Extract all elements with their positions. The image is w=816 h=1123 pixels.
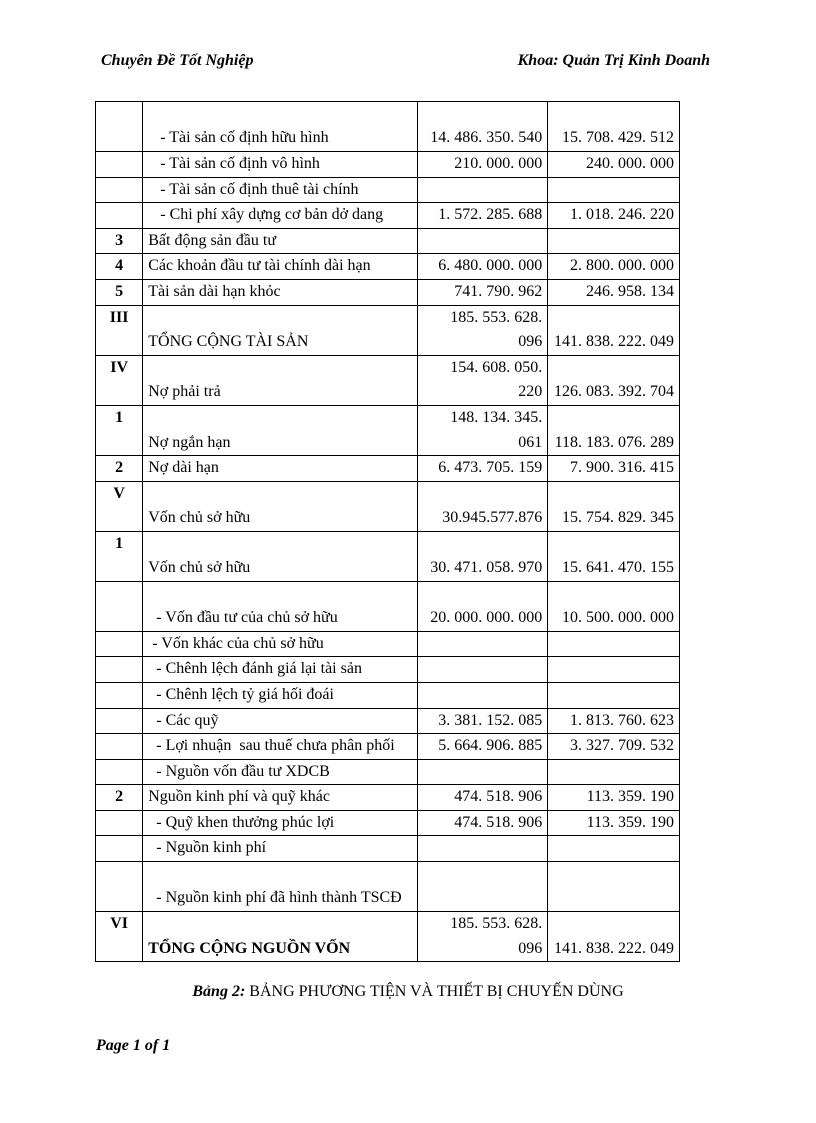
row-value-current xyxy=(417,657,548,683)
row-number: 5 xyxy=(96,279,143,305)
row-number: IV xyxy=(96,355,143,405)
table-row xyxy=(96,203,680,229)
row-item-name: Vốn chủ sở hữu xyxy=(143,531,417,581)
row-value-current: 474. 518. 906 xyxy=(417,785,548,811)
row-value-current: 3. 381. 152. 085 xyxy=(417,708,548,734)
row-value-previous xyxy=(548,657,680,683)
row-number: VI xyxy=(96,912,143,962)
row-value-previous xyxy=(548,836,680,862)
row-value-current: 148. 134. 345. 061 xyxy=(417,405,548,455)
row-item-name: - Tài sản cố định thuê tài chính xyxy=(143,177,417,203)
row-value-previous: 3. 327. 709. 532 xyxy=(548,734,680,760)
row-item-name: Tài sản dài hạn khỏc xyxy=(143,279,417,305)
table-row xyxy=(96,708,680,734)
table-row xyxy=(96,177,680,203)
row-value-current xyxy=(417,631,548,657)
row-item-name: Nợ phải trả xyxy=(143,355,417,405)
table-row xyxy=(96,836,680,862)
table-row xyxy=(96,734,680,760)
table-row xyxy=(96,254,680,280)
row-value-previous: 141. 838. 222. 049 xyxy=(548,912,680,962)
row-item-name: - Các quỹ xyxy=(143,708,417,734)
row-value-current xyxy=(417,177,548,203)
table-row xyxy=(96,912,680,962)
row-value-current: 185. 553. 628. 096 xyxy=(417,305,548,355)
row-value-previous xyxy=(548,759,680,785)
row-item-name: - Nguồn kinh phí xyxy=(143,836,417,862)
row-number: V xyxy=(96,481,143,531)
row-value-current: 30. 471. 058. 970 xyxy=(417,531,548,581)
row-value-current: 5. 664. 906. 885 xyxy=(417,734,548,760)
row-value-previous: 113. 359. 190 xyxy=(548,785,680,811)
row-value-previous xyxy=(548,682,680,708)
row-number: 2 xyxy=(96,456,143,482)
row-number: 1 xyxy=(96,405,143,455)
row-number xyxy=(96,708,143,734)
row-item-name: - Lợi nhuận sau thuế chưa phân phối xyxy=(143,734,417,760)
row-number xyxy=(96,810,143,836)
row-item-name: Nợ dài hạn xyxy=(143,456,417,482)
row-value-current: 474. 518. 906 xyxy=(417,810,548,836)
row-value-previous xyxy=(548,228,680,254)
row-item-name: - Chi phí xây dựng cơ bản dở dang xyxy=(143,203,417,229)
table-row xyxy=(96,405,680,455)
row-item-name: - Chênh lệch đánh giá lại tài sản xyxy=(143,657,417,683)
row-item-name: - Tài sản cố định vô hình xyxy=(143,152,417,178)
row-value-previous: 2. 800. 000. 000 xyxy=(548,254,680,280)
row-value-previous: 15. 641. 470. 155 xyxy=(548,531,680,581)
table-row xyxy=(96,862,680,912)
row-value-previous xyxy=(548,631,680,657)
row-value-current: 6. 473. 705. 159 xyxy=(417,456,548,482)
row-value-previous: 1. 018. 246. 220 xyxy=(548,203,680,229)
caption-label: Bảng 2: xyxy=(192,983,246,1000)
row-value-previous: 1. 813. 760. 623 xyxy=(548,708,680,734)
row-item-name: TỔNG CỘNG TÀI SẢN xyxy=(143,305,417,355)
row-item-name: - Nguồn kinh phí đã hình thành TSCĐ xyxy=(143,862,417,912)
row-value-previous: 113. 359. 190 xyxy=(548,810,680,836)
row-number: 2 xyxy=(96,785,143,811)
row-item-name: Nguồn kinh phí và quỹ khác xyxy=(143,785,417,811)
row-number xyxy=(96,152,143,178)
row-item-name: - Tài sản cố định hữu hình xyxy=(143,102,417,152)
row-value-previous: 240. 000. 000 xyxy=(548,152,680,178)
table-row xyxy=(96,657,680,683)
row-value-current xyxy=(417,836,548,862)
row-item-name: Bất động sản đầu tư xyxy=(143,228,417,254)
row-value-current: 6. 480. 000. 000 xyxy=(417,254,548,280)
table-caption xyxy=(0,983,816,1001)
row-value-current: 185. 553. 628. 096 xyxy=(417,912,548,962)
row-number: 3 xyxy=(96,228,143,254)
row-number xyxy=(96,102,143,152)
row-value-current xyxy=(417,862,548,912)
row-item-name: TỔNG CỘNG NGUỒN VỐN xyxy=(143,912,417,962)
row-number: 1 xyxy=(96,531,143,581)
row-value-previous: 141. 838. 222. 049 xyxy=(548,305,680,355)
row-number xyxy=(96,203,143,229)
row-number xyxy=(96,631,143,657)
table-row xyxy=(96,785,680,811)
row-item-name: Các khoản đầu tư tài chính dài hạn xyxy=(143,254,417,280)
table-row xyxy=(96,456,680,482)
row-number: III xyxy=(96,305,143,355)
page-footer: Page 1 of 1 xyxy=(96,1037,171,1054)
header-right: Khoa: Quản Trị Kinh Doanh xyxy=(517,52,710,69)
row-item-name: - Chênh lệch tỷ giá hối đoái xyxy=(143,682,417,708)
row-number xyxy=(96,682,143,708)
table-row xyxy=(96,228,680,254)
row-value-current: 154. 608. 050. 220 xyxy=(417,355,548,405)
row-value-current: 30.945.577.876 xyxy=(417,481,548,531)
row-value-previous: 10. 500. 000. 000 xyxy=(548,581,680,631)
row-item-name: Vốn chủ sở hữu xyxy=(143,481,417,531)
row-value-current xyxy=(417,228,548,254)
header-left: Chuyên Đề Tốt Nghiệp xyxy=(101,52,254,69)
row-number xyxy=(96,759,143,785)
table-row xyxy=(96,759,680,785)
row-number xyxy=(96,734,143,760)
row-value-previous xyxy=(548,862,680,912)
row-number xyxy=(96,581,143,631)
row-item-name: - Vốn khác của chủ sở hữu xyxy=(143,631,417,657)
row-item-name: - Vốn đầu tư của chủ sở hữu xyxy=(143,581,417,631)
row-value-previous: 7. 900. 316. 415 xyxy=(548,456,680,482)
table-row xyxy=(96,355,680,405)
row-number xyxy=(96,657,143,683)
row-value-current: 741. 790. 962 xyxy=(417,279,548,305)
row-value-previous: 246. 958. 134 xyxy=(548,279,680,305)
row-number: 4 xyxy=(96,254,143,280)
row-value-current xyxy=(417,759,548,785)
table-row xyxy=(96,810,680,836)
table-row xyxy=(96,279,680,305)
caption-text: BẢNG PHƯƠNG TIỆN VÀ THIẾT BỊ CHUYẾN DÙNG xyxy=(245,983,624,1000)
table-row xyxy=(96,581,680,631)
table-row xyxy=(96,682,680,708)
table-row xyxy=(96,305,680,355)
row-value-current: 210. 000. 000 xyxy=(417,152,548,178)
row-number xyxy=(96,836,143,862)
row-value-previous: 15. 708. 429. 512 xyxy=(548,102,680,152)
table-row xyxy=(96,531,680,581)
row-value-previous: 126. 083. 392. 704 xyxy=(548,355,680,405)
table-row xyxy=(96,631,680,657)
row-item-name: Nợ ngắn hạn xyxy=(143,405,417,455)
row-value-previous: 118. 183. 076. 289 xyxy=(548,405,680,455)
balance-sheet-table xyxy=(95,101,680,962)
row-value-current: 20. 000. 000. 000 xyxy=(417,581,548,631)
row-item-name: - Nguồn vốn đầu tư XDCB xyxy=(143,759,417,785)
row-value-current: 14. 486. 350. 540 xyxy=(417,102,548,152)
row-value-previous xyxy=(548,177,680,203)
table-row xyxy=(96,102,680,152)
row-value-current: 1. 572. 285. 688 xyxy=(417,203,548,229)
row-number xyxy=(96,862,143,912)
table-row xyxy=(96,152,680,178)
table-row xyxy=(96,481,680,531)
row-item-name: - Quỹ khen thưởng phúc lợi xyxy=(143,810,417,836)
row-number xyxy=(96,177,143,203)
row-value-previous: 15. 754. 829. 345 xyxy=(548,481,680,531)
row-value-current xyxy=(417,682,548,708)
